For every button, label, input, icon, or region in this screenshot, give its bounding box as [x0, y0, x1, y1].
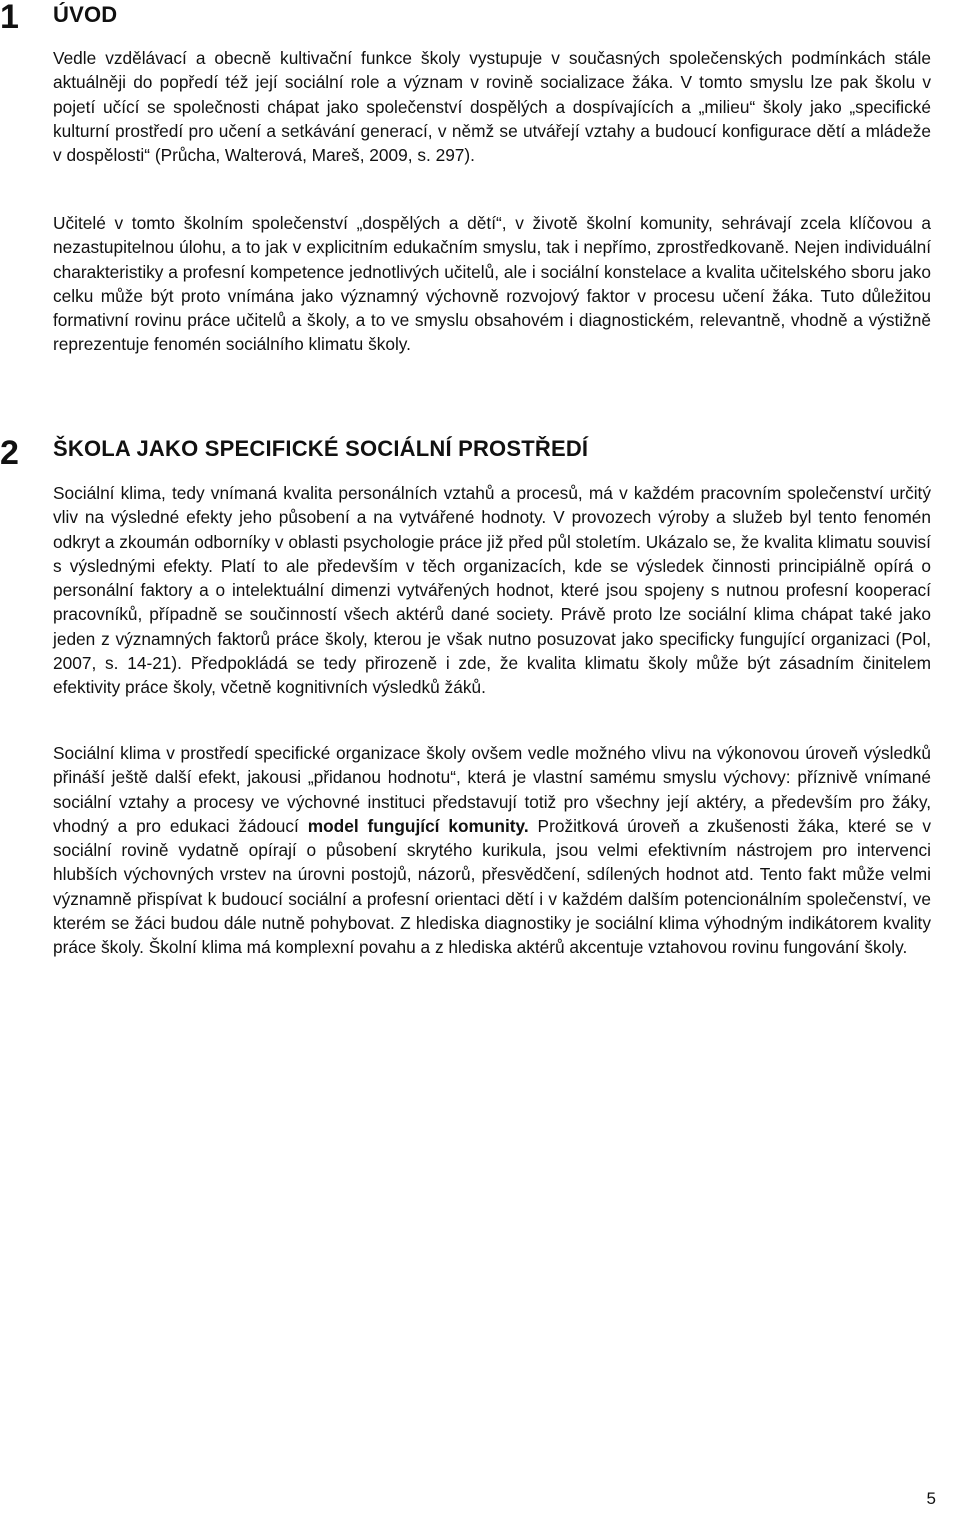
section-2-paragraph-1: [53, 481, 931, 700]
bold-phrase: model fungující komunity.: [307, 815, 529, 836]
section-1-paragraph-1: [53, 46, 931, 167]
section-2-title: ŠKOLA JAKO SPECIFICKÉ SOCIÁLNÍ PROSTŘEDÍ: [53, 436, 589, 461]
section-2-number: 2: [0, 434, 19, 472]
paragraph-text: Vedle vzdělávací a obecně kultivační funkce školy vystupuje v současných společenských podmínkách stále aktuálněji do popředí též její sociální role a význam v rovině socializace žáka. V tomto smyslu lze pak školu v pojetí učící se společnosti chápat jako společenství dospělých a dospívajících a „milieu“ školy jako „specifické kulturní prostředí pro učení a setkávání generací, v němž se utvářejí vztahy a budoucí konfigurace dětí a mládeže v dospělosti“ (Průcha, Walterová, Mareš, 2009, s. 297).: [53, 48, 931, 166]
paragraph-text: [53, 741, 931, 960]
paragraph-text: Učitelé v tomto školním společenství „dospělých a dětí“, v životě školní komunity, sehrávají zcela klíčovou a nezastupitelnou úlohu, a to jak v explicitním edukačním smyslu, tak i nepřímo, zprostředkovaně. Nejen individuální charakteristiky a profesní kompetence jednotlivých učitelů, ale i sociální konstelace a kvalita učitelského sboru jako celku může být proto vnímána jako významný výchovně rozvojový faktor v procesu učení žáka. Tuto důležitou formativní rovinu práce učitelů a školy, a to ve smyslu obsahovém i diagnostickém, relevantně, vhodně a výstižně reprezentuje fenomén sociálního klimatu školy.: [53, 213, 931, 355]
section-1-number: 1: [0, 0, 19, 36]
section-1-paragraph-2: [53, 211, 931, 357]
section-1-title: ÚVOD: [53, 2, 118, 27]
page-number: 5: [926, 1489, 936, 1508]
section-2-paragraph-2: [53, 741, 931, 960]
paragraph-text-part: Prožitková úroveň a zkušenosti žáka, které se v sociální rovině vydatně opírají o působení skrytého kurikula, jsou velmi efektivním nástrojem pro intervenci hlubších výchovných vrstev na úrovni postojů, názorů, přesvědčení, sdílených hodnot atd. Tento fakt může velmi významně přispívat k budoucí sociální a profesní orientaci dětí i v každém dalším potencionálním společenství, ve kterém se žáci budou dále nutně pohybovat. Z hlediska diagnostiky je sociální klima výhodným indikátorem kvality práce školy. Školní klima má komplexní povahu a z hlediska aktérů akcentuje vztahovou rovinu fungování školy.: [53, 815, 931, 958]
paragraph-text: Sociální klima, tedy vnímaná kvalita personálních vztahů a procesů, má v každém pracovním společenství určitý vliv na výsledné efekty jeho působení a na vytvářené hodnoty. V provozech výroby a služeb byl tento fenomén odkryt a zkoumán odborníky v oblasti psychologie práce již před půl stoletím. Ukázalo se, že kvalita klimatu souvisí s výslednými efekty. Platí to ale především v těch organizacích, kde se výsledek činnosti principiálně opírá o personální faktory a o intelektuální dimenzi vytvářených hodnot, které jsou spojeny s nutnou profesní kooperací pracovníků, případně se součinností všech aktérů dané society. Právě proto lze sociální klima chápat také jako jeden z významných faktorů práce školy, kterou je však nutno posuzovat jako specificky fungující organizaci (Pol, 2007, s. 14-21). Předpokládá se tedy přirozeně i zde, že kvalita klimatu školy může být zásadním činitelem efektivity práce školy, včetně kognitivních výsledků žáků.: [53, 483, 931, 698]
paragraph-text-part: Sociální klima v prostředí specifické organizace školy ovšem vedle možného vlivu na výkonovou úroveň výsledků přináší ještě další efekt, jakousi „přidanou hodnotu“, která je vlastní samému smyslu výchovy: příznivě vnímané sociální vztahy a procesy ve výchovné instituci představují totiž pro všechny její aktéry, a především pro žáky, vhodný a pro edukaci žádoucí: [53, 743, 931, 836]
